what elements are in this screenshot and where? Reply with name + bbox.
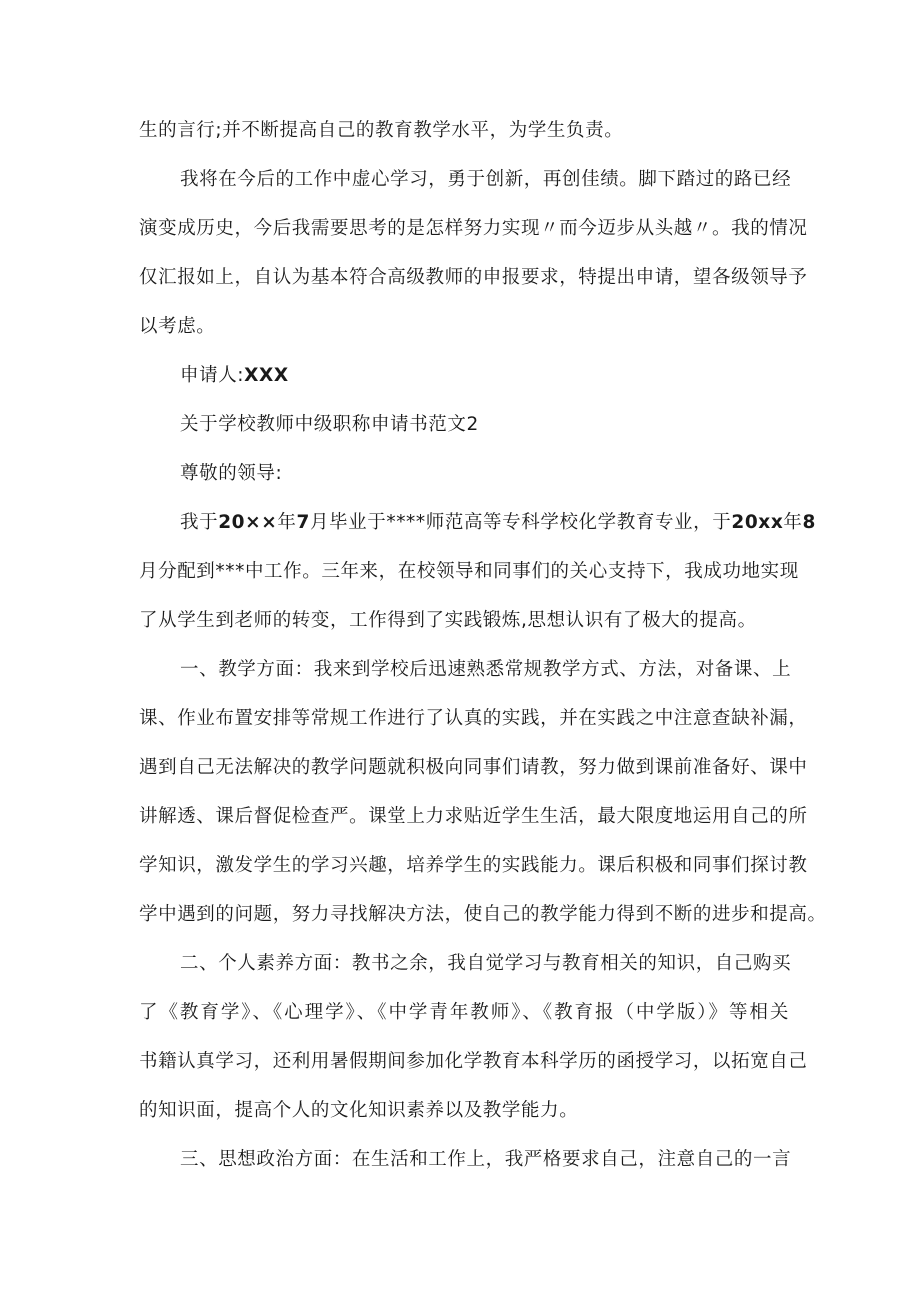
- applicant-signature: [180, 352, 790, 400]
- year-value: 20××: [218, 512, 278, 533]
- paragraph-line: 一、教学方面：我来到学校后迅速熟悉常规教学方式、方法，对备课、上: [180, 659, 792, 680]
- text-run: 年: [277, 512, 297, 533]
- paragraph-line: 以考虑。: [139, 316, 216, 337]
- paragraph-line: 演变成历史，今后我需要思考的是怎样努力实现〃而今迈步从头越〃。我的情况: [139, 218, 808, 239]
- salutation: 尊敬的领导:: [180, 463, 283, 484]
- paragraph-line: 的知识面，提高个人的文化知识素养以及教学能力。: [139, 1100, 579, 1121]
- paragraph-line: 二、个人素养方面：教书之余，我自觉学习与教育相关的知识，自己购买: [180, 953, 792, 974]
- paragraph-line: 三、思想政治方面：在生活和工作上，我严格要求自己，注意自己的一言: [180, 1149, 792, 1170]
- paragraph-line: 遇到自己无法解决的教学问题就积极向同事们请教，努力做到课前准备好、课中: [139, 757, 808, 778]
- month-value: 8: [802, 512, 816, 533]
- text-run: 年: [783, 512, 803, 533]
- paragraph-line: 仅汇报如上，自认为基本符合高级教师的申报要求，特提出申请，望各级领导予: [139, 267, 808, 288]
- text-run: 我于: [180, 512, 219, 533]
- paragraph-line: 课、作业布置安排等常规工作进行了认真的实践，并在实践之中注意查缺补漏，: [139, 708, 808, 729]
- section-heading: 关于学校教师中级职称申请书范文2: [180, 414, 479, 435]
- paragraph-line: 学中遇到的问题，努力寻找解决方法，使自己的教学能力得到不断的进步和提高。: [139, 904, 827, 925]
- month-value: 7: [296, 512, 310, 533]
- text-run: 月毕业于****师范高等专科学校化学教育专业，于: [309, 512, 732, 533]
- applicant-name: XXX: [244, 365, 289, 386]
- paragraph-line: 讲解透、课后督促检查严。课堂上力求贴近学生生活，最大限度地运用自己的所: [139, 806, 808, 827]
- paragraph-line: 生的言行;并不断提高自己的教育教学水平，为学生负责。: [139, 120, 624, 141]
- paragraph-line: 了从学生到老师的转变，工作得到了实践锻炼,思想认识有了极大的提高。: [139, 610, 757, 631]
- paragraph-line: 月分配到***中工作。三年来，在校领导和同事们的关心支持下，我成功地实现: [139, 561, 799, 582]
- paragraph-line: 学知识，激发学生的学习兴趣，培养学生的实践能力。课后积极和同事们探讨教: [139, 855, 808, 876]
- applicant-label: 申请人:: [180, 365, 245, 386]
- paragraph-line: 我将在今后的工作中虚心学习，勇于创新，再创佳绩。脚下踏过的路已经: [180, 169, 792, 190]
- paragraph-line: 了《教育学》、《心理学》、《中学青年教师》、《教育报（中学版）》等相关: [139, 1002, 789, 1023]
- paragraph-line: 书籍认真学习，还利用暑假期间参加化学教育本科学历的函授学习，以拓宽自己: [139, 1051, 808, 1072]
- year-value: 20xx: [731, 512, 784, 533]
- paragraph-line: [180, 499, 816, 547]
